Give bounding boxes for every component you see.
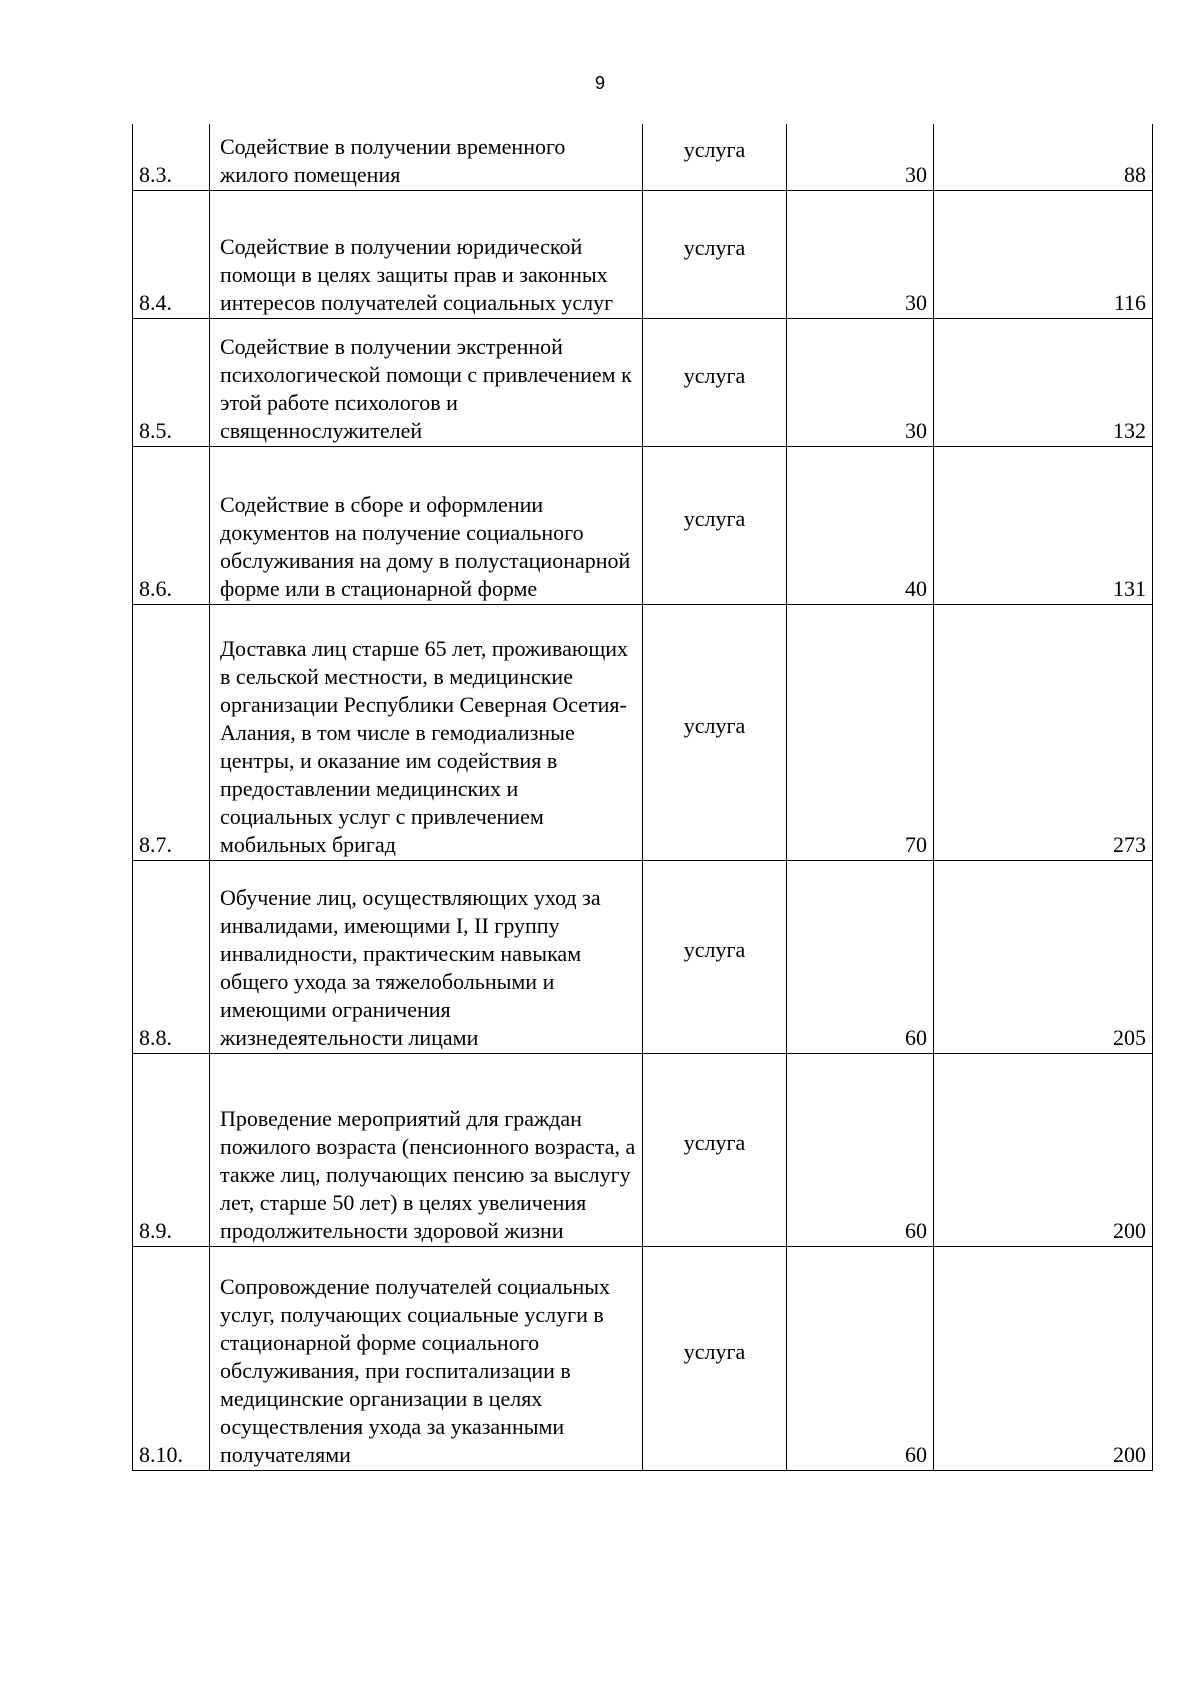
- unit: услуга: [683, 937, 746, 962]
- table-row: [133, 1053, 1153, 1246]
- value-a: 70: [787, 604, 934, 860]
- value-b: 88: [934, 124, 1153, 190]
- value-a: 30: [787, 318, 934, 446]
- unit-cell: [643, 1053, 787, 1246]
- service-name: Проведение мероприятий для граждан пожилого возраста (пенсионного возраста, а также лиц, получающих пенсию за выслугу лет, старше 50 лет) в целях увеличения продолжительности здоровой жизни: [210, 1053, 643, 1246]
- service-name: Содействие в сборе и оформлении документов на получение социального обслуживания на дому в полустационарной форме или в стационарной форме: [210, 446, 643, 604]
- row-number: 8.9.: [133, 1053, 210, 1246]
- unit: услуга: [683, 712, 746, 738]
- unit-cell: [643, 1246, 787, 1470]
- table-row: [133, 124, 1153, 190]
- unit: услуга: [683, 137, 746, 163]
- value-a: 30: [787, 190, 934, 318]
- table-row: [133, 446, 1153, 604]
- row-number: 8.8.: [133, 860, 210, 1053]
- value-a: 60: [787, 1053, 934, 1246]
- table-row: [133, 604, 1153, 860]
- unit-cell: [643, 446, 787, 604]
- unit: услуга: [683, 505, 746, 531]
- unit-cell: [643, 318, 787, 446]
- value-b: 116: [934, 190, 1153, 318]
- services-table: [132, 124, 1153, 1471]
- value-b: 200: [934, 1246, 1153, 1470]
- value-a: 60: [787, 1246, 934, 1470]
- value-b: 205: [934, 860, 1153, 1053]
- unit: услуга: [683, 1338, 746, 1364]
- row-number: 8.5.: [133, 318, 210, 446]
- unit: услуга: [683, 234, 746, 260]
- service-name: Содействие в получении юридической помощи в целях защиты прав и законных интересов получателей социальных услуг: [210, 190, 643, 318]
- unit: услуга: [683, 362, 746, 388]
- unit-cell: [643, 604, 787, 860]
- row-number: 8.7.: [133, 604, 210, 860]
- page-number: 9: [594, 73, 605, 93]
- value-a: 30: [787, 124, 934, 190]
- row-number: 8.4.: [133, 190, 210, 318]
- row-number: 8.6.: [133, 446, 210, 604]
- value-b: 200: [934, 1053, 1153, 1246]
- value-b: 273: [934, 604, 1153, 860]
- value-b: 131: [934, 446, 1153, 604]
- service-name: Содействие в получении временного жилого помещения: [210, 124, 643, 190]
- table-row: [133, 318, 1153, 446]
- value-b: 132: [934, 318, 1153, 446]
- unit-cell: [643, 124, 787, 190]
- row-number: 8.3.: [133, 124, 210, 190]
- table-row: [133, 190, 1153, 318]
- service-name: Доставка лиц старше 65 лет, проживающих в сельской местности, в медицинские организации Республики Северная Осетия-Алания, в том числе в гемодиализные центры, и оказание им содействия в предоставлении медицинских и социальных услуг с привлечением мобильных бригад: [210, 604, 643, 860]
- service-name: Обучение лиц, осуществляющих уход за инвалидами, имеющими I, II группу инвалидности, практическим навыкам общего ухода за тяжелобольными и имеющими ограничения жизнедеятельности лицами: [210, 860, 643, 1053]
- row-number: 8.10.: [133, 1246, 210, 1470]
- unit-cell: [643, 860, 787, 1053]
- service-name: Сопровождение получателей социальных услуг, получающих социальные услуги в стационарной форме социального обслуживания, при госпитализации в медицинские организации в целях осуществления ухода за указанными получателями: [210, 1246, 643, 1470]
- table-row: [133, 860, 1153, 1053]
- value-a: 40: [787, 446, 934, 604]
- table-row: [133, 1246, 1153, 1470]
- service-name: Содействие в получении экстренной психологической помощи с привлечением к этой работе психологов и священнослужителей: [210, 318, 643, 446]
- unit-cell: [643, 190, 787, 318]
- value-a: 60: [787, 860, 934, 1053]
- unit: услуга: [683, 1130, 746, 1155]
